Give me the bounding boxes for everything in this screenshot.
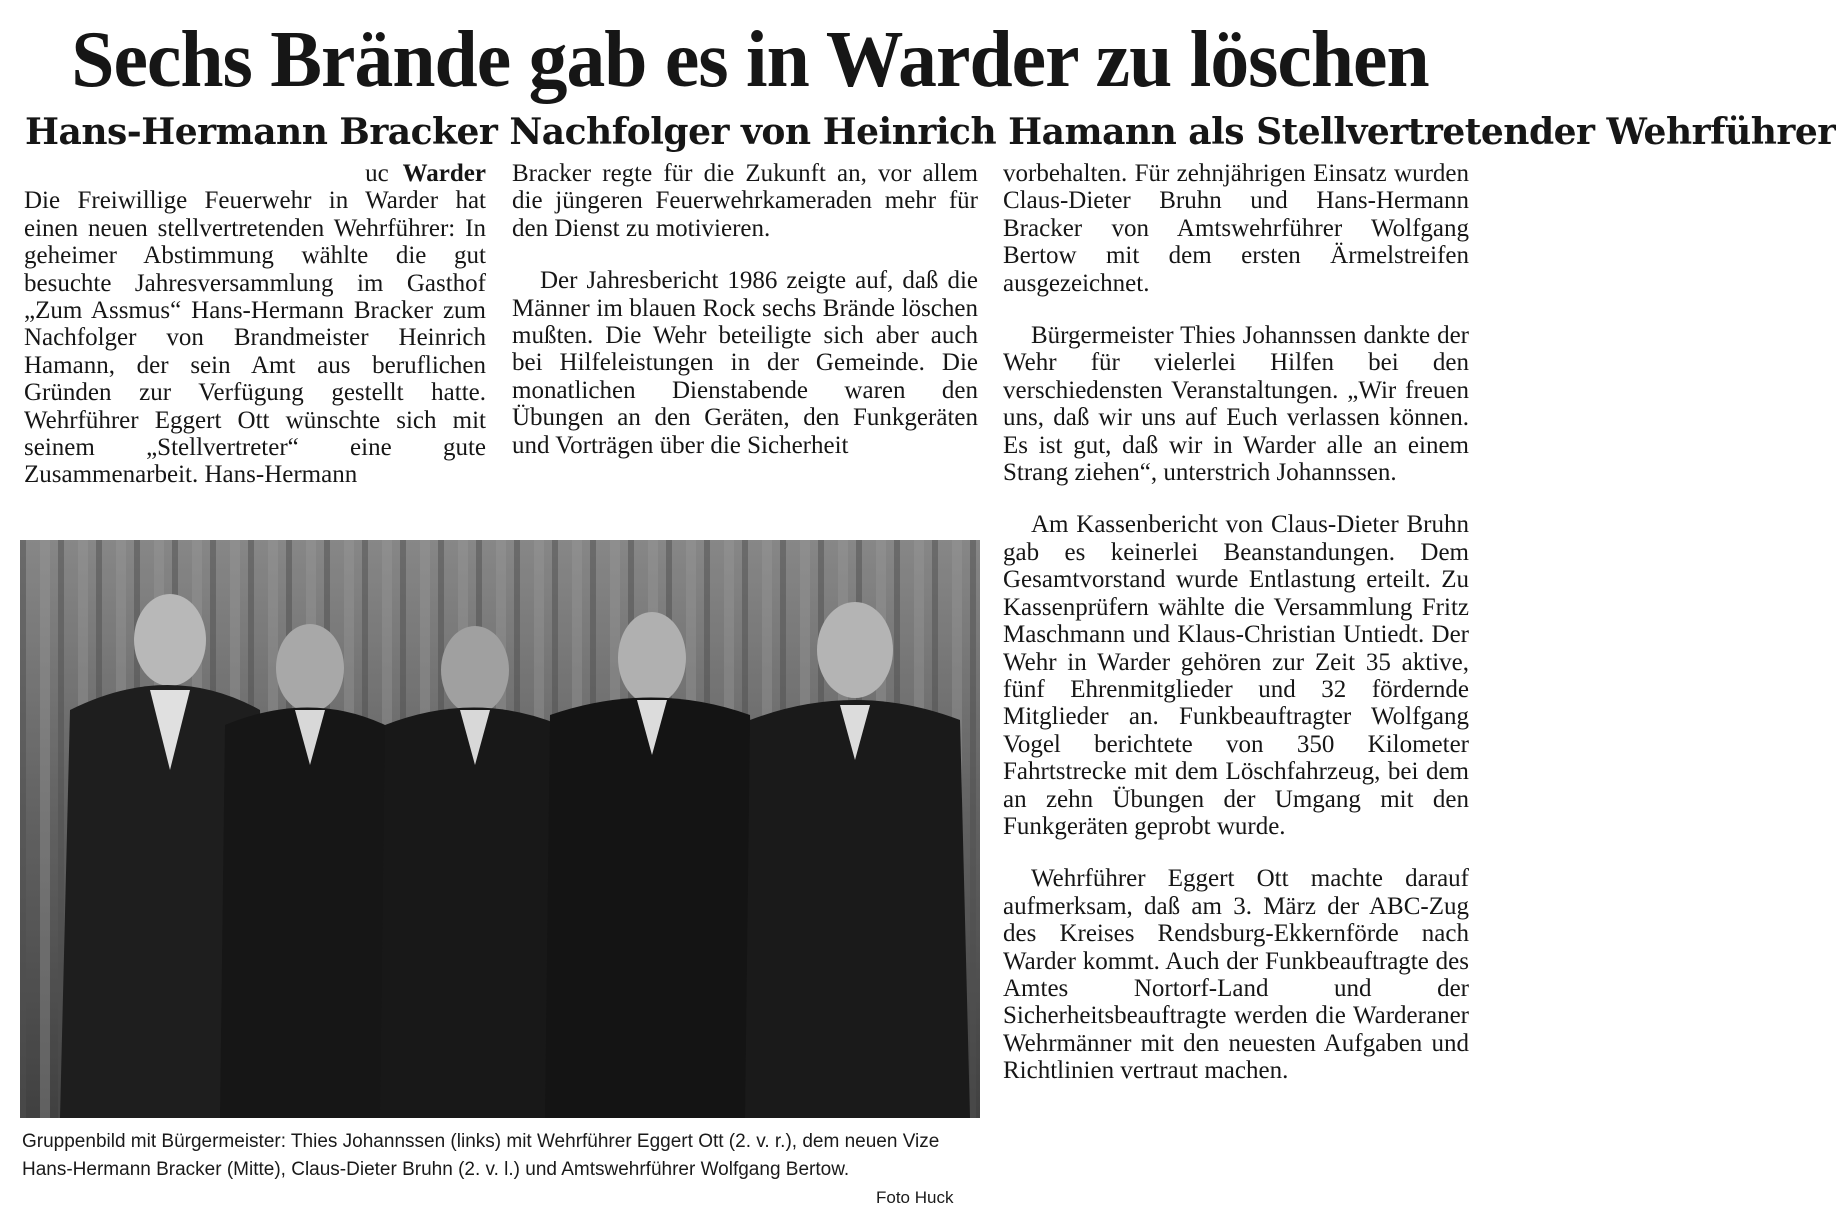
dateline-place: Warder <box>402 160 486 187</box>
paragraph: Bürgermeister Thies Johannssen dankte der Wehr für vielerlei Hilfen bei den verschiedensten Veranstaltungen. „Wir freuen uns, daß wir uns auf Euch verlassen können. Es ist gut, daß wir in Warder alle an einem Strang ziehen“, unterstrich Johannssen. <box>1003 322 1469 487</box>
paragraph: vorbehalten. Für zehnjährigen Einsatz wurden Claus-Dieter Bruhn und Hans-Hermann Bracker von Amtswehrführer Wolfgang Bertow mit dem ersten Ärmelstreifen ausgezeichnet. <box>1003 160 1469 297</box>
article-column-1 <box>24 160 486 489</box>
photo-credit: Foto Huck <box>876 1188 954 1207</box>
dateline <box>24 160 486 187</box>
group-photo-image <box>20 540 980 1118</box>
author-initials: uc <box>365 160 389 187</box>
article-column-2 <box>512 160 978 459</box>
photo-caption: Gruppenbild mit Bürgermeister: Thies Johannssen (links) mit Wehrführer Eggert Ott (2. v. r.), dem neuen Vize Hans-Hermann Bracker (Mitte), Claus-Dieter Bruhn (2. v. l.) und Amtswehrführer Wolfgang Bertow. <box>22 1131 940 1180</box>
subheadline: Hans-Hermann Bracker Nachfolger von Heinrich Hamann als Stellvertretender Wehrführer <box>25 111 1836 153</box>
group-photo <box>20 540 980 1118</box>
headline: Sechs Brände gab es in Warder zu löschen <box>71 16 1429 104</box>
paragraph: Wehrführer Eggert Ott machte darauf aufmerksam, daß am 3. März der ABC-Zug des Kreises Rendsburg-Ekkernförde nach Warder kommt. Auch der Funkbeauftragte des Amtes Nortorf-Land und der Sicherheitsbeauftragte werden die Warderaner Wehrmänner mit den neuesten Aufgaben und Richtlinien vertraut machen. <box>1003 865 1469 1085</box>
paragraph: Die Freiwillige Feuerwehr in Warder hat einen neuen stellvertretenden Wehrführer: In geheimer Abstimmung wählte die gut besuchte Jahresversammlung im Gasthof „Zum Assmus“ Hans-Hermann Bracker zum Nachfolger von Brandmeister Heinrich Hamann, der sein Amt aus beruflichen Gründen zur Verfügung gestellt hatte. Wehrführer Eggert Ott wünschte sich mit seinem „Stellvertreter“ eine gute Zusammenarbeit. Hans-Hermann <box>24 187 486 489</box>
paragraph: Der Jahresbericht 1986 zeigte auf, daß die Männer im blauen Rock sechs Brände löschen mußten. Die Wehr beteiligte sich aber auch bei Hilfeleistungen in der Gemeinde. Die monatlichen Dienstabende waren den Übungen an den Geräten, den Funkgeräten und Vorträgen über die Sicherheit <box>512 267 978 459</box>
article-column-3 <box>1003 160 1469 1085</box>
paragraph: Am Kassenbericht von Claus-Dieter Bruhn gab es keinerlei Beanstandungen. Dem Gesamtvorstand wurde Entlastung erteilt. Zu Kassenprüfern wählte die Versammlung Fritz Maschmann und Klaus-Christian Untiedt. Der Wehr in Warder gehören zur Zeit 35 aktive, fünf Ehrenmitglieder und 32 fördernde Mitglieder an. Funkbeauftragter Wolfgang Vogel berichtete von 350 Kilometer Fahrtstrecke mit dem Löschfahrzeug, bei dem an zehn Übungen der Umgang mit den Funkgeräten geprobt wurde. <box>1003 511 1469 840</box>
paragraph: Bracker regte für die Zukunft an, vor allem die jüngeren Feuerwehrkameraden mehr für den Dienst zu motivieren. <box>512 160 978 242</box>
